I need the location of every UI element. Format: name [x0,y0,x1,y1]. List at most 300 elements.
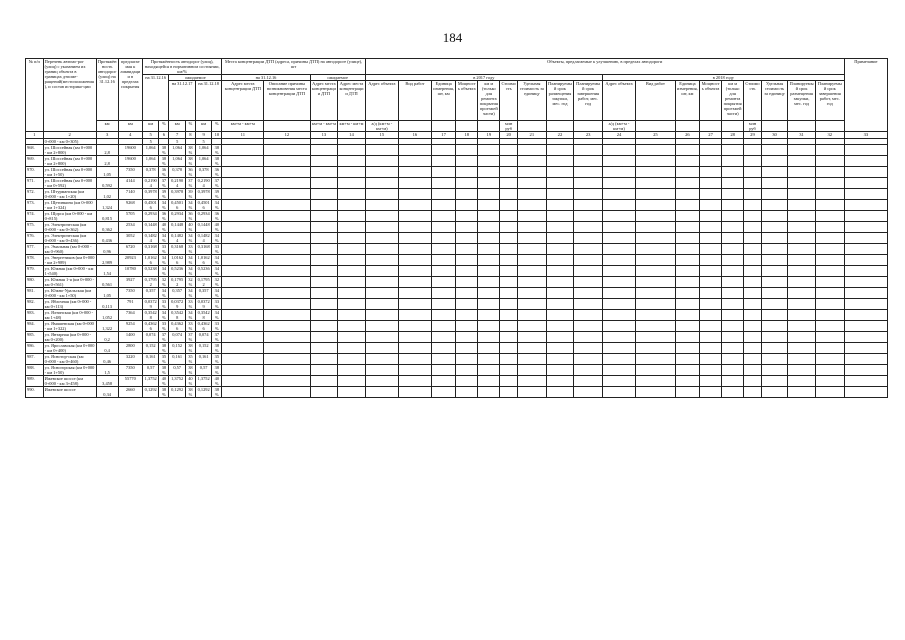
empty-cell [431,365,455,376]
empty-cell [478,145,500,156]
row-number: 970. [26,167,44,178]
empty-cell [398,156,431,167]
empty-cell [744,332,762,343]
empty-cell [264,376,310,387]
empty-cell [761,299,787,310]
empty-cell [478,156,500,167]
empty-cell [365,376,398,387]
empty-cell [546,167,574,178]
hdr-cost-2: Стоимость [744,81,762,121]
empty-cell [398,167,431,178]
table-cell: 5 [169,139,186,145]
norm-km-2017: 0,1292 [169,387,186,398]
empty-cell [264,288,310,299]
empty-cell [761,321,787,332]
empty-cell [761,244,787,255]
empty-cell [264,145,310,156]
empty-cell [844,299,887,310]
hdr-unit-km: км [96,121,118,132]
empty-cell [744,145,762,156]
empty-cell [338,277,366,288]
column-number: 5 [142,132,159,139]
empty-cell [574,266,603,277]
empty-cell [636,387,676,398]
empty-cell [761,387,787,398]
empty-cell [546,266,574,277]
empty-cell [636,200,676,211]
empty-cell [761,266,787,277]
empty-cell [264,244,310,255]
hdr-specific: Удельная стоимость за единицу [518,81,547,121]
empty-cell [518,299,547,310]
empty-cell [500,167,518,178]
empty-cell [478,167,500,178]
norm-km-2017: 0,161 [169,354,186,365]
road-length: 0,561 [96,277,118,288]
hdr-obj-addr: Адрес объекта [365,81,398,121]
empty-cell [744,233,762,244]
empty-cell [264,299,310,310]
empty-cell [546,189,574,200]
empty-cell [722,167,744,178]
norm-km-2016: 0,2190 4 [142,178,159,189]
empty-cell [310,277,338,288]
empty-cell [478,376,500,387]
road-length: 0,113 [96,299,118,310]
empty-cell [546,277,574,288]
column-number: 7 [169,132,186,139]
empty-cell [478,189,500,200]
norm-pct-2018: 34% [212,233,222,244]
hdr-planned-end-2: Планируемый срок завершения работ, мес. год [815,81,844,121]
empty-cell [518,354,547,365]
hdr-unit-addr-2: а/д (км+м - км+м) [602,121,635,132]
empty-cell [222,233,264,244]
empty-cell [456,167,478,178]
empty-cell [310,167,338,178]
norm-pct-2017: 38% [185,145,195,156]
empty-cell [431,189,455,200]
road-name: ул. Ялтинская (км 0+000 - км 1+48) [43,310,96,321]
column-number: 24 [602,132,635,139]
row-number: 980. [26,277,44,288]
norm-km-2018: 0,3542 8 [195,310,212,321]
norm-km-2018: 0,1482 4 [195,233,212,244]
empty-cell [518,178,547,189]
table-container [25,58,888,634]
column-number: 9 [195,132,212,139]
norm-pct-2018: 37% [212,178,222,189]
hdr-unit-addr: а/д (км+м - км+м) [365,121,398,132]
empty-cell [761,332,787,343]
empty-cell [222,222,264,233]
norm-pct-2016: 37% [159,332,169,343]
table-row [26,145,888,156]
empty-cell [722,244,744,255]
norm-km-2018: 0,3168 [195,244,212,255]
norm-pct-2017: 38% [185,365,195,376]
hdr-unit-kmm-b: км+м - км+м [310,121,338,132]
road-name: ул. Щетинкина (км 0+000 - км 1+324) [43,200,96,211]
empty-cell [788,310,816,321]
empty-cell [602,200,635,211]
empty-cell [700,288,722,299]
norm-km-2016: 1,064 [142,156,159,167]
empty-cell [310,310,338,321]
empty-cell [500,178,518,189]
empty-cell [456,145,478,156]
empty-cell [744,167,762,178]
norm-km-2017: 0,0372 9 [169,299,186,310]
empty-cell [310,288,338,299]
area-value: 20923 [118,255,142,266]
empty-cell [500,244,518,255]
empty-cell [398,354,431,365]
table-row [26,189,888,200]
column-number: 27 [700,132,722,139]
empty-cell [744,266,762,277]
column-number: 17 [431,132,455,139]
empty-cell [365,310,398,321]
empty-cell [574,299,603,310]
empty-cell [574,255,603,266]
empty-cell [431,332,455,343]
norm-km-2018: 0,3978 [195,189,212,200]
empty-cell [222,332,264,343]
empty-cell [722,211,744,222]
column-number: 4 [118,132,142,139]
empty-cell [700,244,722,255]
empty-cell [675,200,699,211]
empty-cell [500,255,518,266]
hdr-road-list: Перечень автомо-рог (улиц) с указанием их границ объекта в границах дтпоме-ращений(местоположения), и состав историко-ции [43,59,96,132]
norm-pct-2018: 38% [212,156,222,167]
table-row [26,332,888,343]
empty-cell [744,321,762,332]
empty-cell [338,222,366,233]
empty-cell [636,167,676,178]
empty-cell [675,277,699,288]
empty-cell [338,189,366,200]
empty-cell [761,222,787,233]
empty-cell [478,233,500,244]
table-row [26,244,888,255]
empty-cell [310,387,338,398]
empty-cell [675,222,699,233]
empty-cell [398,387,431,398]
empty-cell [338,200,366,211]
empty-cell [546,255,574,266]
empty-cell [744,387,762,398]
area-value: 7350 [118,365,142,376]
empty-cell [744,222,762,233]
empty-cell [815,178,844,189]
norm-pct-2018: 36% [212,211,222,222]
empty-cell [431,387,455,398]
empty-cell [844,200,887,211]
road-table [25,58,888,398]
empty-cell [788,200,816,211]
column-number: 1 [26,132,44,139]
empty-cell [675,167,699,178]
empty-cell [518,222,547,233]
empty-cell [815,343,844,354]
empty-cell [431,376,455,387]
empty-cell [500,299,518,310]
norm-km-2017: 0,4362 6 [169,321,186,332]
hdr-norm-2016: на 31.12.16 [142,75,168,121]
empty-cell [744,376,762,387]
norm-pct-2017: 40% [185,222,195,233]
empty-cell [456,211,478,222]
norm-pct-2016: 38% [159,145,169,156]
empty-cell [700,145,722,156]
empty-cell [636,233,676,244]
empty-cell [788,222,816,233]
empty-cell [456,255,478,266]
empty-cell [478,321,500,332]
road-length: 1,5 [96,365,118,376]
empty-cell [636,244,676,255]
norm-km-2018: 0,2190 4 [195,178,212,189]
empty-cell [264,354,310,365]
empty-cell [636,277,676,288]
empty-cell [456,321,478,332]
table-row [26,156,888,167]
empty-cell [815,222,844,233]
area-value: 9254 [118,321,142,332]
empty-cell [574,167,603,178]
norm-km-2016: 1,0162 6 [142,255,159,266]
empty-cell [500,332,518,343]
road-name: ул. Ямашевская (км 0+000 - км 1+322) [43,321,96,332]
table-row [26,343,888,354]
norm-km-2016: 0,152 [142,343,159,354]
table-row [26,211,888,222]
norm-pct-2017: 40% [185,376,195,387]
norm-pct-2016: 38% [159,387,169,398]
norm-pct-2016: 34% [159,310,169,321]
norm-pct-2017: 32% [185,277,195,288]
column-number: 30 [761,132,787,139]
road-name: ул. Янтарная (км 0+000 - км 0+200) [43,332,96,343]
norm-km-2017: 0,4501 6 [169,200,186,211]
empty-cell [456,266,478,277]
empty-cell [761,156,787,167]
empty-cell [574,200,603,211]
norm-km-2018: 0,4501 6 [195,200,212,211]
row-number: 978. [26,255,44,266]
norm-pct-2017: 33% [185,321,195,332]
empty-cell [338,288,366,299]
empty-cell [744,310,762,321]
empty-cell [310,332,338,343]
empty-cell [602,255,635,266]
table-row [26,200,888,211]
empty-cell [602,178,635,189]
norm-pct-2018: 33% [212,321,222,332]
column-number: 25 [636,132,676,139]
empty-cell [264,211,310,222]
empty-cell [744,365,762,376]
empty-cell [700,233,722,244]
empty-cell [264,321,310,332]
road-name: Ижевское шоссе (км 0+000 - км 3+458) [43,376,96,387]
road-length: 3,458 [96,376,118,387]
empty-cell [222,288,264,299]
empty-cell [264,343,310,354]
empty-cell [264,332,310,343]
road-name: ул. Яблочная (км 0+000 - км 0+113) [43,299,96,310]
norm-pct-2018: 34% [212,200,222,211]
hdr-specific-2: Удельная стоимость за единицу [761,81,787,121]
empty-cell [456,277,478,288]
hdr-unit-kmm-c: км+м - км+м [338,121,366,132]
road-length: 1,05 [96,167,118,178]
empty-cell [700,222,722,233]
empty-cell [518,310,547,321]
empty-cell [398,178,431,189]
empty-cell [222,211,264,222]
empty-cell [456,288,478,299]
empty-cell [456,387,478,398]
empty-cell [338,145,366,156]
empty-cell [602,299,635,310]
empty-cell [478,222,500,233]
empty-cell [602,343,635,354]
table-body [26,139,888,398]
empty-cell [744,156,762,167]
empty-cell [675,299,699,310]
empty-cell [478,244,500,255]
empty-cell [338,376,366,387]
empty-cell [338,255,366,266]
empty-cell [222,145,264,156]
empty-cell [478,255,500,266]
empty-cell [788,332,816,343]
empty-cell [338,365,366,376]
empty-cell [761,288,787,299]
area-value: 9268 [118,200,142,211]
empty-cell [602,189,635,200]
empty-cell [788,288,816,299]
empty-cell [264,365,310,376]
empty-cell [636,255,676,266]
empty-cell [222,321,264,332]
empty-cell [700,189,722,200]
norm-km-2018: 0,2934 [195,211,212,222]
empty-cell [844,178,887,189]
empty-cell [338,299,366,310]
empty-cell [398,233,431,244]
empty-cell [310,222,338,233]
column-number: 8 [185,132,195,139]
road-length: 0,362 [96,222,118,233]
empty-cell [518,244,547,255]
norm-pct-2017: 34% [185,233,195,244]
empty-cell [722,255,744,266]
hdr-work: Вид работ [398,81,431,121]
empty-cell [675,387,699,398]
norm-km-2016: 0,161 [142,354,159,365]
empty-cell [310,233,338,244]
empty-cell [310,299,338,310]
empty-cell [675,145,699,156]
hdr-cost: Стоимость [500,81,518,121]
empty-cell [675,189,699,200]
empty-cell [844,332,887,343]
empty-cell [815,299,844,310]
empty-cell [744,299,762,310]
column-number: 16 [398,132,431,139]
norm-km-2016: 0,1482 4 [142,233,159,244]
empty-cell [518,332,547,343]
row-number: 977. [26,244,44,255]
norm-pct-2017: 34% [185,255,195,266]
empty-cell [788,244,816,255]
empty-cell [722,376,744,387]
column-number: 22 [546,132,574,139]
empty-cell [602,288,635,299]
empty-cell [546,387,574,398]
empty-cell [310,189,338,200]
empty-cell [310,156,338,167]
empty-cell [478,200,500,211]
area-value: 6720 [118,244,142,255]
empty-cell [546,365,574,376]
empty-cell [518,156,547,167]
hdr-dtp-expected: ожидаемое [310,75,365,81]
empty-cell [574,288,603,299]
empty-cell [788,299,816,310]
norm-pct-2016: 33% [159,244,169,255]
column-number: 14 [338,132,366,139]
norm-km-2018: 0,1448 [195,222,212,233]
empty-cell [574,222,603,233]
norm-km-2016: 0,4501 6 [142,200,159,211]
norm-pct-2016: 40% [159,376,169,387]
empty-cell [722,178,744,189]
empty-cell [815,387,844,398]
empty-cell [844,266,887,277]
column-number: 20 [500,132,518,139]
empty-cell [222,156,264,167]
empty-cell [574,233,603,244]
column-number: 21 [518,132,547,139]
empty-cell [700,299,722,310]
empty-cell [310,211,338,222]
norm-km-2018: 0,357 [195,288,212,299]
empty-cell [398,222,431,233]
empty-cell [518,211,547,222]
empty-cell [264,178,310,189]
hdr-normative: Протяжённость автодорог (улиц), находящейся в нормативном состоянии, км/% [142,59,221,75]
empty-cell [844,189,887,200]
empty-cell [844,255,887,266]
empty-cell [222,310,264,321]
empty-cell [264,310,310,321]
area-value: 7140 [118,189,142,200]
empty-cell [518,233,547,244]
norm-pct-2016: 33% [159,299,169,310]
norm-pct-2017: 34% [185,288,195,299]
road-length: 0,34 [96,387,118,398]
column-number: 31 [788,132,816,139]
empty-cell [431,145,455,156]
table-row [26,321,888,332]
hdr-unit: Единица измерения, шт, км [431,81,455,121]
empty-cell [478,288,500,299]
